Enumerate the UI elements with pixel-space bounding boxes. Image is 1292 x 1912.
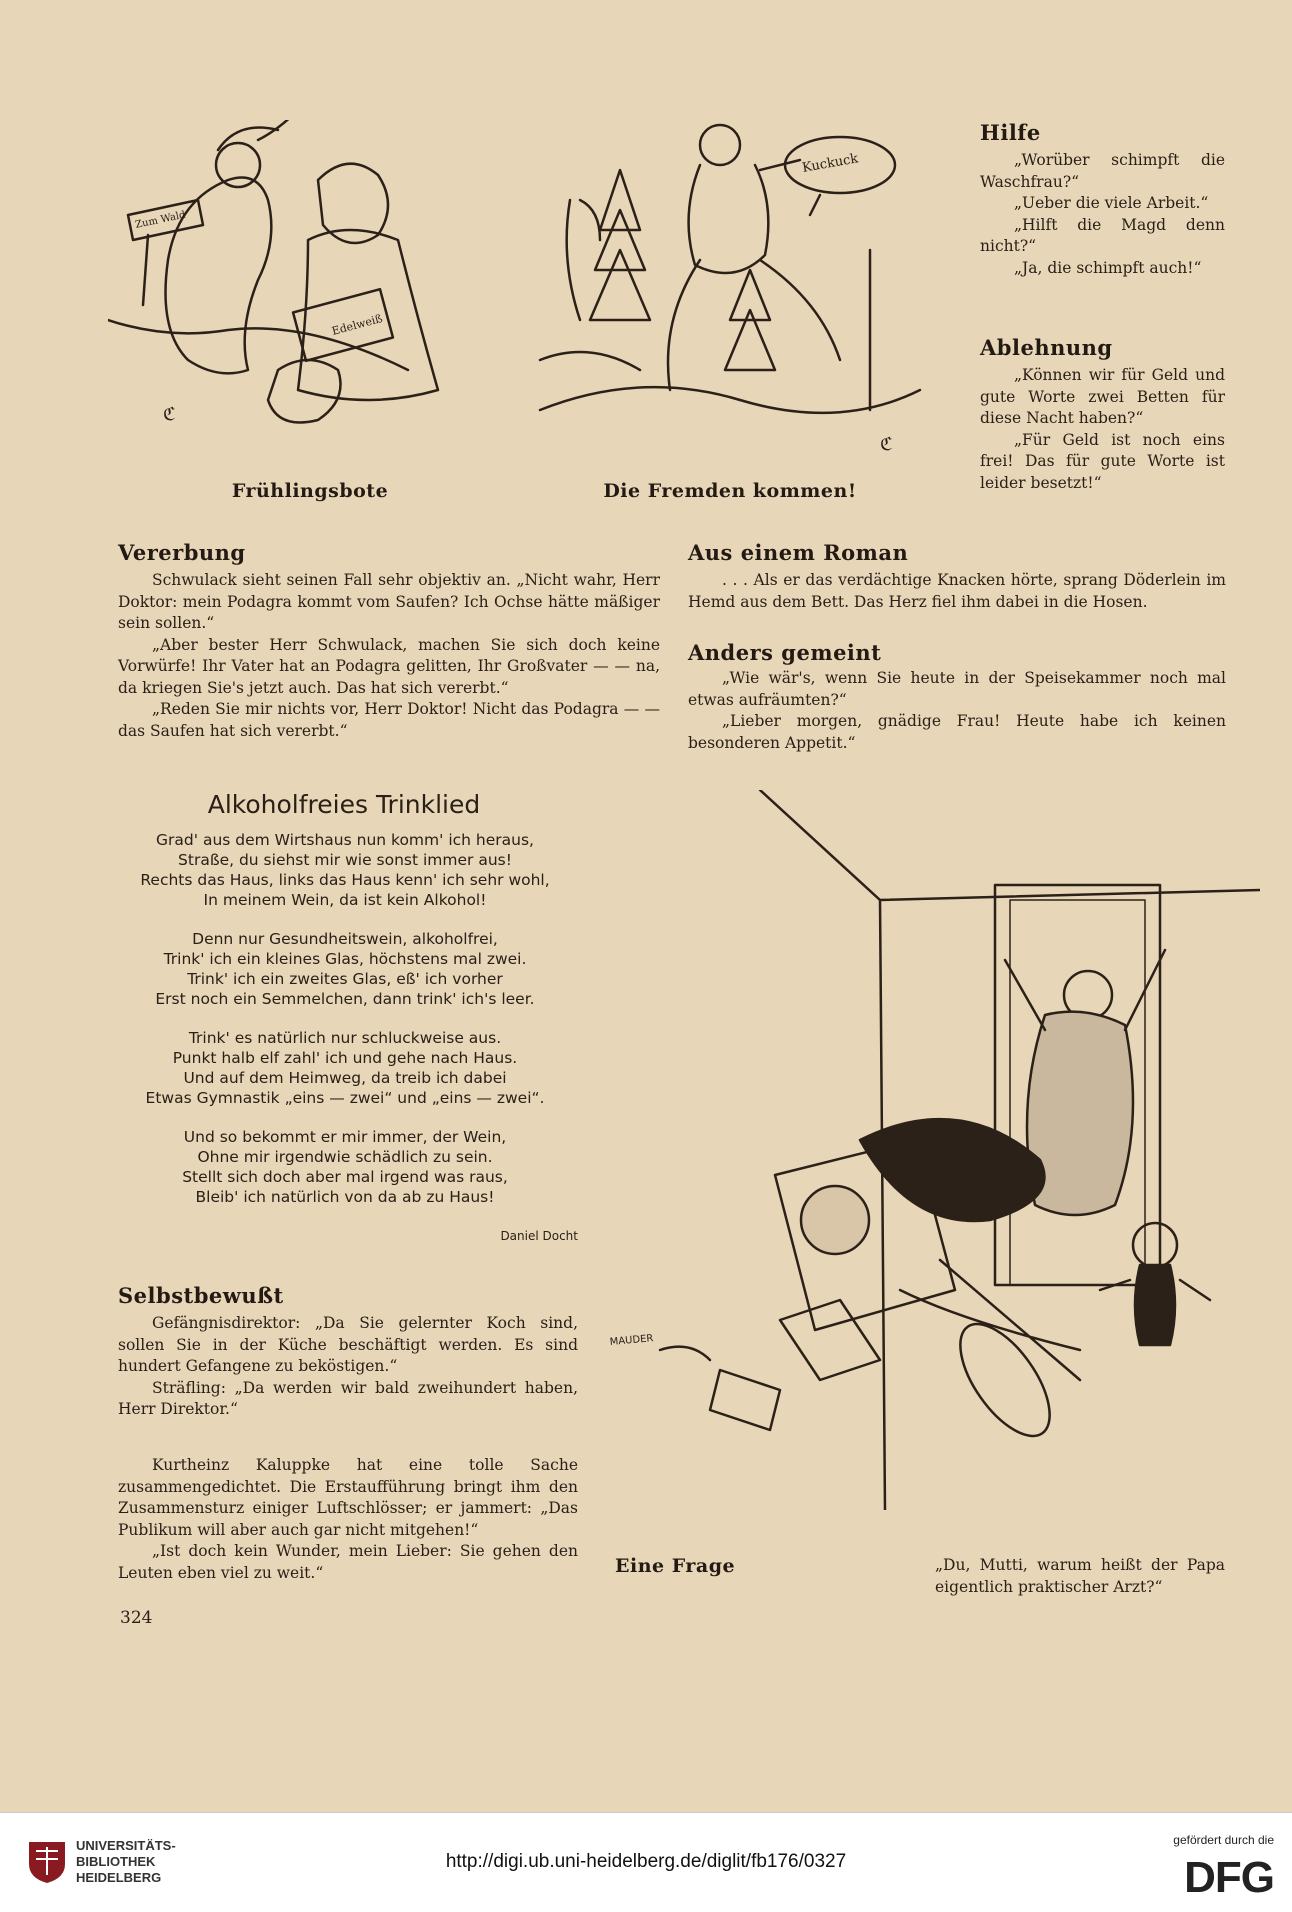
paragraph: Schwulack sieht seinen Fall sehr objektiv an. „Nicht wahr, Herr Doktor: mein Podagra kommt vom Saufen? Ich Ochse hätte mäßiger sein sollen.“ [118, 571, 660, 632]
poem-line: Grad' aus dem Wirtshaus nun komm' ich heraus, [156, 831, 534, 849]
poem-line: Und so bekommt er mir immer, der Wein, [183, 1128, 507, 1146]
poem-line: Trink' es natürlich nur schluckweise aus. [188, 1029, 502, 1047]
paragraph: „Lieber morgen, gnädige Frau! Heute habe ich keinen besonderen Appetit.“ [688, 712, 1226, 752]
paragraph: „Ist doch kein Wunder, mein Lieber: Sie gehen den Leuten eben viel zu weit.“ [118, 1542, 578, 1582]
text-eine-frage [935, 1555, 1225, 1598]
caption-die-fremden-kommen: Die Fremden kommen! [603, 480, 857, 502]
illustration-fruehlingsbote [108, 120, 468, 450]
paragraph: „Ja, die schimpft auch!“ [1014, 258, 1202, 277]
funded-by-label: gefördert durch die [1173, 1833, 1274, 1847]
text-aus-einem-roman [688, 570, 1226, 613]
dfg-logo: DFG [1184, 1853, 1274, 1902]
poem-stanza [100, 929, 590, 1009]
heading-anders-gemeint: Anders gemeint [688, 640, 882, 665]
poem-line: Trink' ich ein zweites Glas, eß' ich vorher [187, 970, 503, 988]
page-number: 324 [120, 1608, 153, 1628]
footer-bar [0, 1812, 1292, 1912]
library-name-line: HEIDELBERG [76, 1870, 162, 1885]
heading-hilfe: Hilfe [980, 120, 1041, 145]
poem-stanza [100, 1028, 590, 1108]
heading-aus-einem-roman: Aus einem Roman [688, 540, 909, 565]
speech-bubble-kuckuck: Kuckuck [801, 151, 860, 176]
paragraph: „Ueber die viele Arbeit.“ [1014, 194, 1209, 212]
poem-line: Und auf dem Heimweg, da treib ich dabei [183, 1069, 507, 1087]
poem-line: In meinem Wein, da ist kein Alkohol! [203, 891, 487, 909]
poem-line: Etwas Gymnastik „eins — zwei“ und „eins — zwei“. [145, 1089, 545, 1107]
text-selbstbewusst [118, 1313, 578, 1421]
paragraph: „Worüber schimpft die Waschfrau?“ [980, 151, 1225, 191]
text-vererbung [118, 570, 660, 742]
paragraph: „Für Geld ist noch eins frei! Das für gute Worte ist leider besetzt!“ [980, 430, 1225, 492]
paragraph: „Wie wär's, wenn Sie heute in der Speisekammer noch mal etwas aufräumten?“ [688, 669, 1226, 709]
svg-text:ℭ: ℭ [163, 404, 176, 425]
illustration-eine-frage [600, 790, 1260, 1510]
paragraph: „Können wir für Geld und gute Worte zwei Betten für diese Nacht haben?“ [980, 366, 1225, 427]
paragraph: „Hilft die Magd denn nicht?“ [980, 215, 1225, 255]
poem-body [100, 830, 590, 1207]
poem-line: Bleib' ich natürlich von da ab zu Haus! [195, 1188, 495, 1206]
poem-stanza [100, 1127, 590, 1207]
sign-zum-wald: Zum Wald [134, 209, 187, 231]
text-kaluppke [118, 1455, 578, 1584]
poem-line: Erst noch ein Semmelchen, dann trink' ich's leer. [155, 990, 535, 1008]
artist-signature: MAUDER [609, 1333, 654, 1348]
paragraph: Sträfling: „Da werden wir bald zweihundert haben, Herr Direktor.“ [118, 1378, 578, 1418]
heading-selbstbewusst: Selbstbewußt [118, 1283, 284, 1308]
paragraph: Gefängnisdirektor: „Da Sie gelernter Koch sind, sollen Sie in der Küche beschäftigt werden. Es sind hundert Gefangene zu beköstigen.“ [118, 1314, 578, 1375]
poem-line: Stellt sich doch aber mal irgend was raus, [182, 1168, 508, 1186]
illustration-die-fremden-kommen [520, 110, 940, 460]
paragraph: . . . Als er das verdächtige Knacken hörte, sprang Döderlein im Hemd aus dem Bett. Das Herz fiel ihm dabei in die Hosen. [688, 571, 1226, 611]
poem-line: Straße, du siehst mir wie sonst immer aus! [178, 851, 512, 869]
heading-ablehnung: Ablehnung [980, 335, 1113, 360]
poem-author: Daniel Docht [500, 1229, 578, 1243]
text-hilfe [980, 150, 1225, 279]
poem-line: Denn nur Gesundheitswein, alkoholfrei, [192, 930, 498, 948]
poem-line: Ohne mir irgendwie schädlich zu sein. [197, 1148, 493, 1166]
caption-eine-frage: Eine Frage [615, 1555, 736, 1577]
text-ablehnung [980, 365, 1225, 494]
library-name-line: UNIVERSITÄTS- [76, 1838, 176, 1853]
source-url-link[interactable]: http://digi.ub.uni-heidelberg.de/diglit/fb176/0327 [445, 1851, 847, 1872]
poem-line: Trink' ich ein kleines Glas, höchstens mal zwei. [163, 950, 527, 968]
paragraph: Kurtheinz Kaluppke hat eine tolle Sache zusammengedichtet. Die Erstaufführung bringt ihm den Zusammensturz einiger Luftschlösser; er jammert: „Das Publikum will aber auch gar nicht mitgehen!“ [118, 1456, 578, 1539]
paragraph: „Reden Sie mir nichts vor, Herr Doktor! Nicht das Podagra — — das Saufen hat sich vererbt.“ [118, 700, 660, 740]
poem-title: Alkoholfreies Trinklied [207, 790, 481, 819]
heading-vererbung: Vererbung [118, 540, 246, 565]
poem-line: Rechts das Haus, links das Haus kenn' ich sehr wohl, [140, 871, 550, 889]
poem-line: Punkt halb elf zahl' ich und gehe nach Haus. [172, 1049, 518, 1067]
sign-edelweiss: Edelweiß [330, 311, 384, 338]
text-anders-gemeint [688, 668, 1226, 754]
paragraph: „Aber bester Herr Schwulack, machen Sie sich doch keine Vorwürfe! Ihr Vater hat an Podagra gelitten, Ihr Großvater — — na, da kriegen Sie's jetzt auch. Das hat sich vererbt.“ [118, 635, 660, 697]
poem-stanza [100, 830, 590, 910]
svg-text:ℭ: ℭ [880, 434, 893, 455]
paragraph: „Du, Mutti, warum heißt der Papa eigentlich praktischer Arzt?“ [935, 1556, 1225, 1596]
caption-fruehlingsbote: Frühlingsbote [231, 480, 389, 502]
library-name-line: BIBLIOTHEK [76, 1854, 156, 1869]
